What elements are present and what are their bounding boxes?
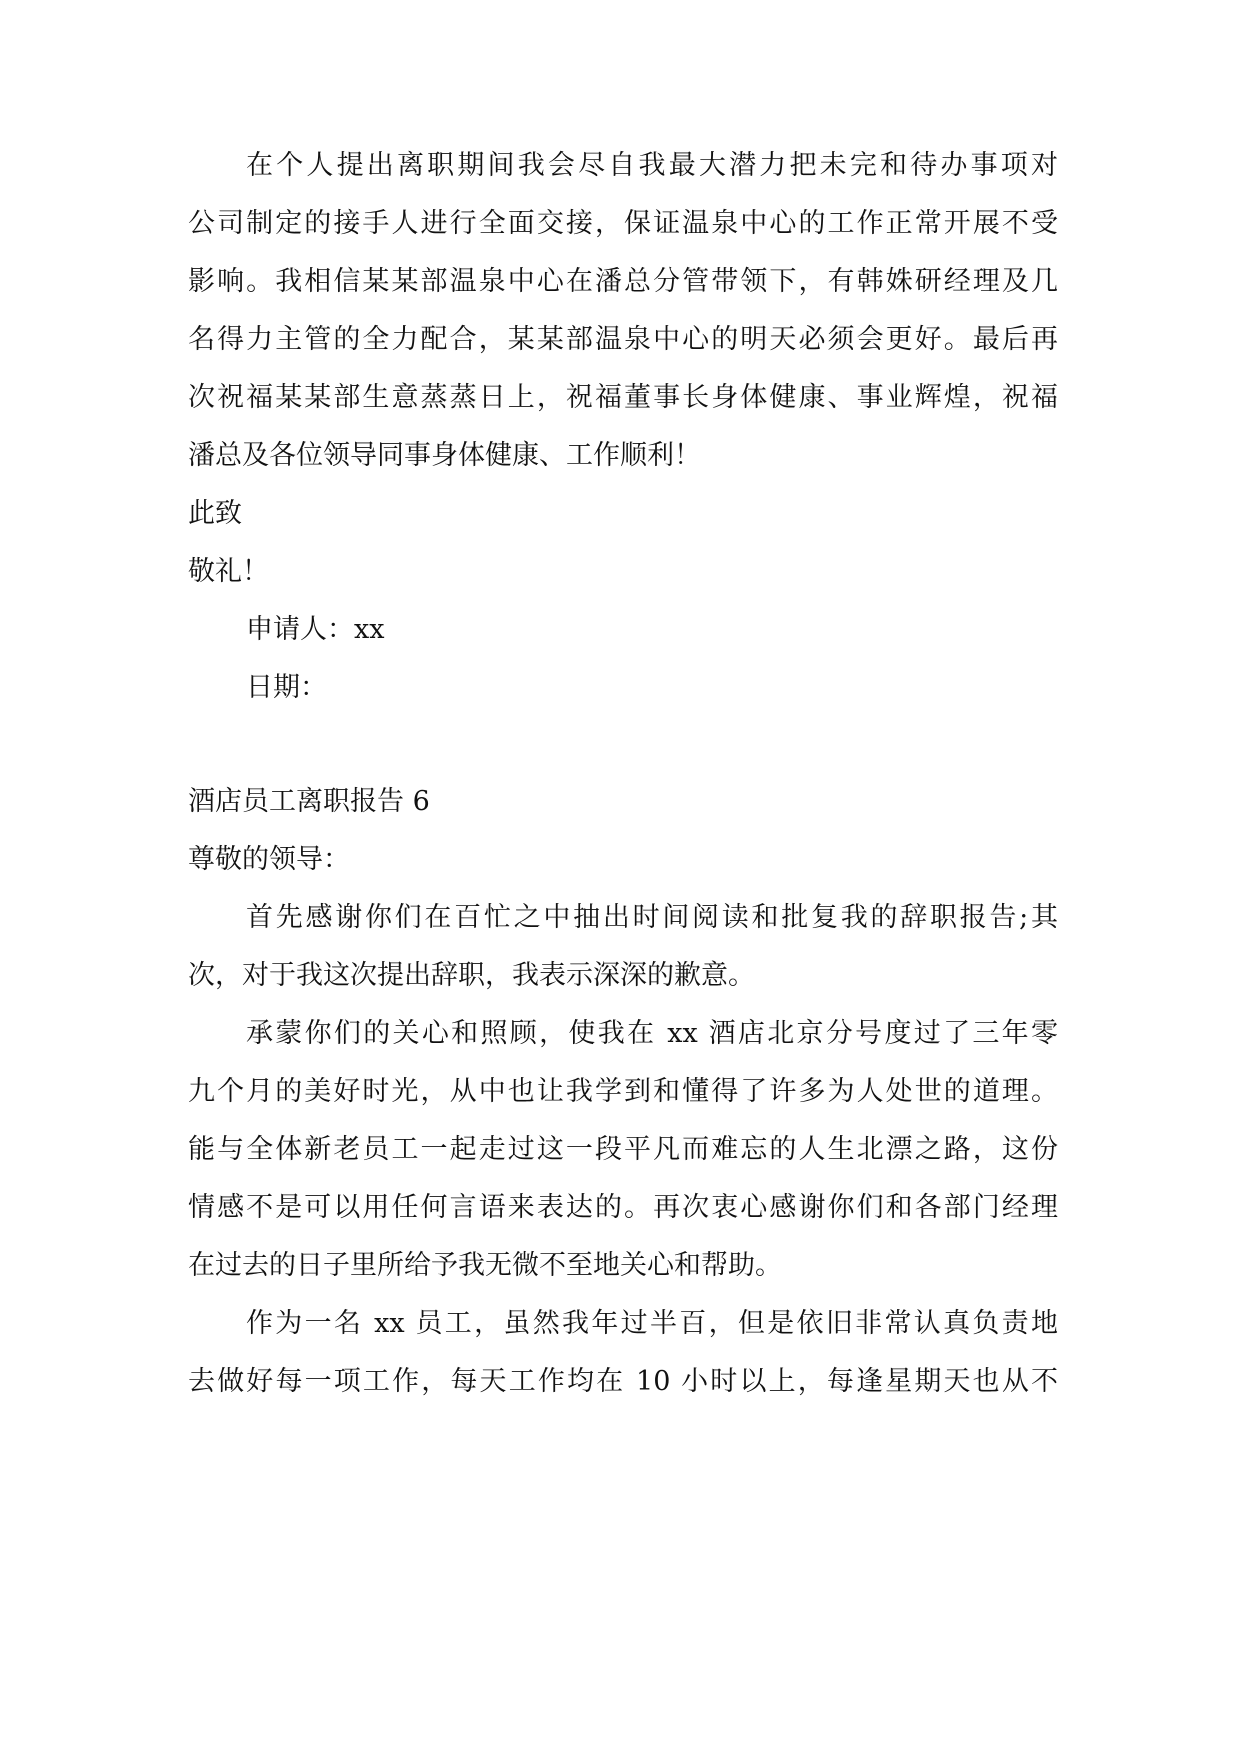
paragraph-1-line-6: 潘总及各位领导同事身体健康、工作顺利！ [188,440,701,471]
section-title: 酒店员工离职报告 6 [188,786,430,817]
paragraph-4-line-1: 作为一名 xx 员工，虽然我年过半百，但是依旧非常认真负责地 [246,1308,1058,1339]
paragraph-3-line-3: 能与全体新老员工一起走过这一段平凡而难忘的人生北漂之路，这份 [188,1134,1058,1165]
paragraph-1-line-3: 影响。我相信某某部温泉中心在潘总分管带领下，有韩姝研经理及几 [188,266,1058,297]
paragraph-3-line-5: 在过去的日子里所给予我无微不至地关心和帮助。 [188,1250,782,1281]
applicant-line: 申请人：xx [246,614,385,645]
paragraph-1-line-2: 公司制定的接手人进行全面交接，保证温泉中心的工作正常开展不受 [188,208,1058,239]
salutation: 尊敬的领导： [188,844,350,875]
paragraph-2-line-2: 次，对于我这次提出辞职，我表示深深的歉意。 [188,960,755,991]
date-line: 日期： [246,672,327,703]
paragraph-2-line-1: 首先感谢你们在百忙之中抽出时间阅读和批复我的辞职报告;其 [246,902,1058,933]
paragraph-3-line-2: 九个月的美好时光，从中也让我学到和懂得了许多为人处世的道理。 [188,1076,1058,1107]
paragraph-1-line-4: 名得力主管的全力配合，某某部温泉中心的明天必须会更好。最后再 [188,324,1058,355]
paragraph-3-line-4: 情感不是可以用任何言语来表达的。再次衷心感谢你们和各部门经理 [188,1192,1058,1223]
paragraph-1-line-5: 次祝福某某部生意蒸蒸日上，祝福董事长身体健康、事业辉煌，祝福 [188,382,1058,413]
paragraph-4-line-2: 去做好每一项工作，每天工作均在 10 小时以上，每逢星期天也从不 [188,1366,1058,1397]
closing-line-2: 敬礼！ [188,556,269,587]
closing-line-1: 此致 [188,498,242,529]
paragraph-1-line-1: 在个人提出离职期间我会尽自我最大潜力把未完和待办事项对 [246,150,1058,181]
paragraph-3-line-1: 承蒙你们的关心和照顾，使我在 xx 酒店北京分号度过了三年零 [246,1018,1058,1049]
